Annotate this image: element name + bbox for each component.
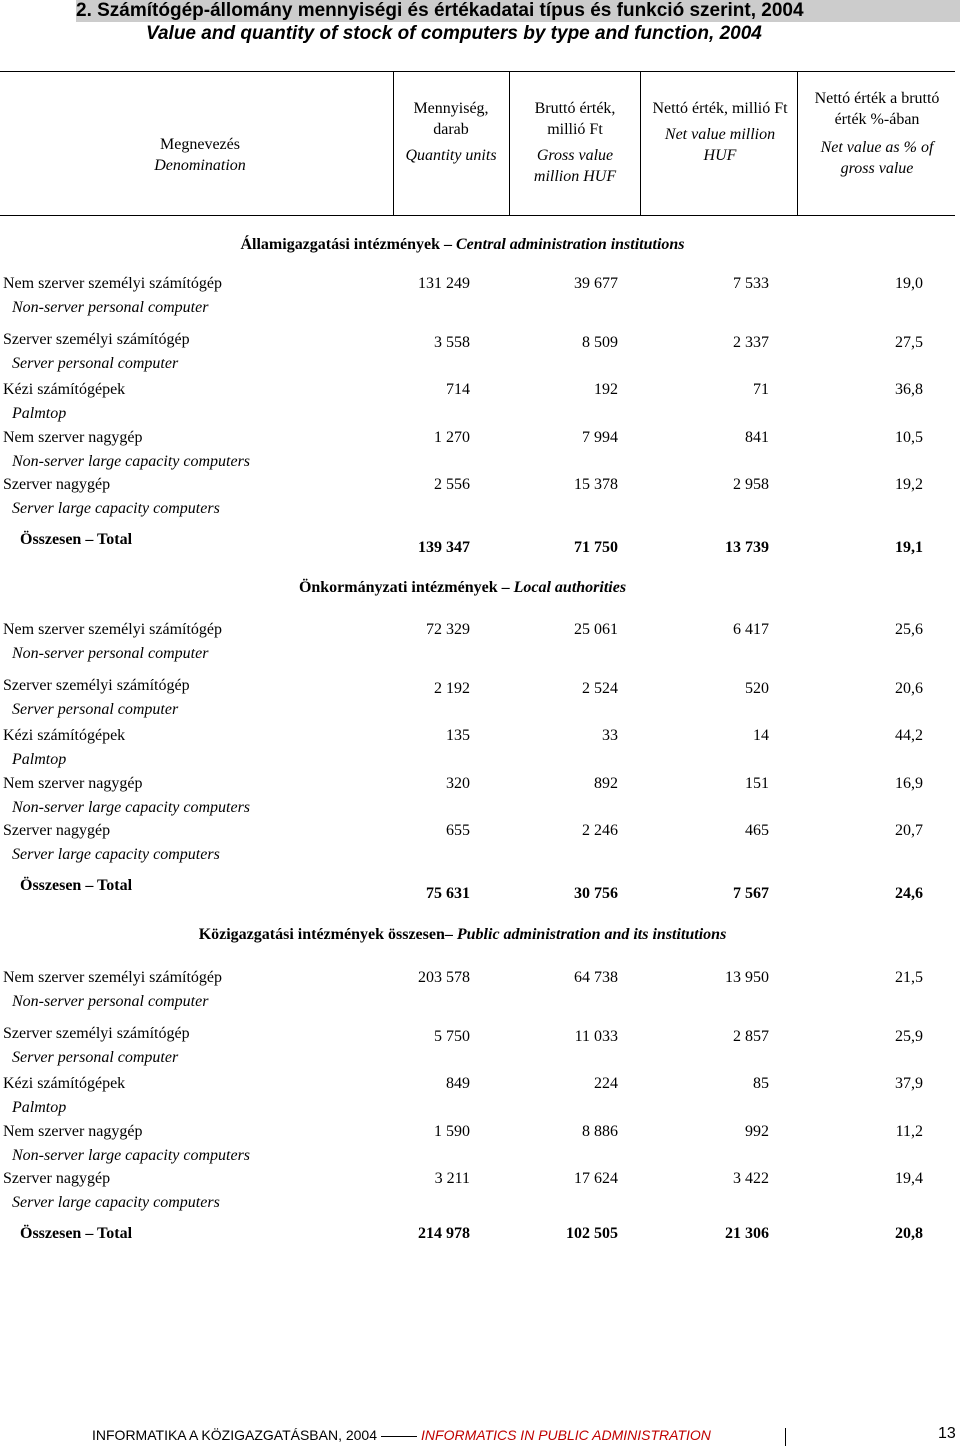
table-row: Szerver nagygép Server large capacity computers 2 556 15 378 2 958 19,2 <box>3 476 923 517</box>
page-title-en: Value and quantity of stock of computers by type and function, 2004 <box>146 23 762 44</box>
table-row: Kézi számítógépek Palmtop 135 33 14 44,2 <box>3 727 923 768</box>
total-row: Összesen – Total 139 347 71 750 13 739 19,1 <box>20 531 923 556</box>
section-title: Államigazgatási intézmények – Central administration institutions <box>240 236 685 253</box>
table-row: Nem szerver nagygép Non-server large capacity computers 1 270 7 994 841 10,5 <box>3 429 923 470</box>
table-row: Nem szerver nagygép Non-server large capacity computers 320 892 151 16,9 <box>3 775 923 816</box>
page-number: 13 <box>938 1425 956 1442</box>
header-divider <box>640 71 641 215</box>
header-bottom-rule <box>0 215 955 216</box>
table-row: Kézi számítógépek Palmtop 849 224 85 37,9 <box>3 1075 923 1116</box>
total-row: Összesen – Total 75 631 30 756 7 567 24,6 <box>20 877 923 902</box>
section-title: Önkormányzati intézmények – Local authorities <box>298 579 627 596</box>
table-row: Nem szerver személyi számítógép Non-server personal computer 203 578 64 738 13 950 21,5 <box>3 969 923 1010</box>
table-row: Szerver személyi számítógép Server personal computer 2 192 2 524 520 20,6 <box>3 677 923 718</box>
total-row: Összesen – Total 214 978 102 505 21 306 20,8 <box>20 1225 923 1242</box>
table-row: Nem szerver nagygép Non-server large capacity computers 1 590 8 886 992 11,2 <box>3 1123 923 1164</box>
page-footer: INFORMATIKA A KÖZIGAZGATÁSBAN, 2004 INFORMATICS IN PUBLIC ADMINISTRATION <box>92 1427 711 1443</box>
header-divider <box>393 71 394 215</box>
header-quantity: Mennyiség, darab Quantity units <box>405 100 497 164</box>
table-row: Szerver személyi számítógép Server personal computer 3 558 8 509 2 337 27,5 <box>3 331 923 372</box>
table-row: Szerver nagygép Server large capacity computers 655 2 246 465 20,7 <box>3 822 923 863</box>
header-top-rule <box>0 71 955 72</box>
table-row: Szerver nagygép Server large capacity computers 3 211 17 624 3 422 19,4 <box>3 1170 923 1211</box>
header-divider <box>797 71 798 215</box>
table-row: Nem szerver személyi számítógép Non-server personal computer 131 249 39 677 7 533 19,0 <box>3 275 923 316</box>
footer-dash <box>381 1436 417 1437</box>
header-net-pct: Nettó érték a bruttó érték %-ában Net value as % of gross value <box>814 90 940 177</box>
page-title-hu: 2. Számítógép-állomány mennyiségi és értékadatai típus és funkció szerint, 2004 <box>76 0 960 22</box>
header-denomination: Megnevezés Denomination <box>154 136 246 174</box>
footer-separator <box>785 1428 786 1446</box>
footer-en: INFORMATICS IN PUBLIC ADMINISTRATION <box>421 1427 711 1443</box>
header-divider <box>509 71 510 215</box>
table-row: Kézi számítógépek Palmtop 714 192 71 36,8 <box>3 381 923 422</box>
header-gross-value: Bruttó érték, millió Ft Gross value million HUF <box>533 100 617 185</box>
table-row: Nem szerver személyi számítógép Non-server personal computer 72 329 25 061 6 417 25,6 <box>3 621 923 662</box>
header-net-value: Nettó érték, millió Ft Net value million HUF <box>652 100 788 164</box>
section-title: Közigazgatási intézmények összesen– Public administration and its institutions <box>198 926 727 943</box>
table-row: Szerver személyi számítógép Server personal computer 5 750 11 033 2 857 25,9 <box>3 1025 923 1066</box>
